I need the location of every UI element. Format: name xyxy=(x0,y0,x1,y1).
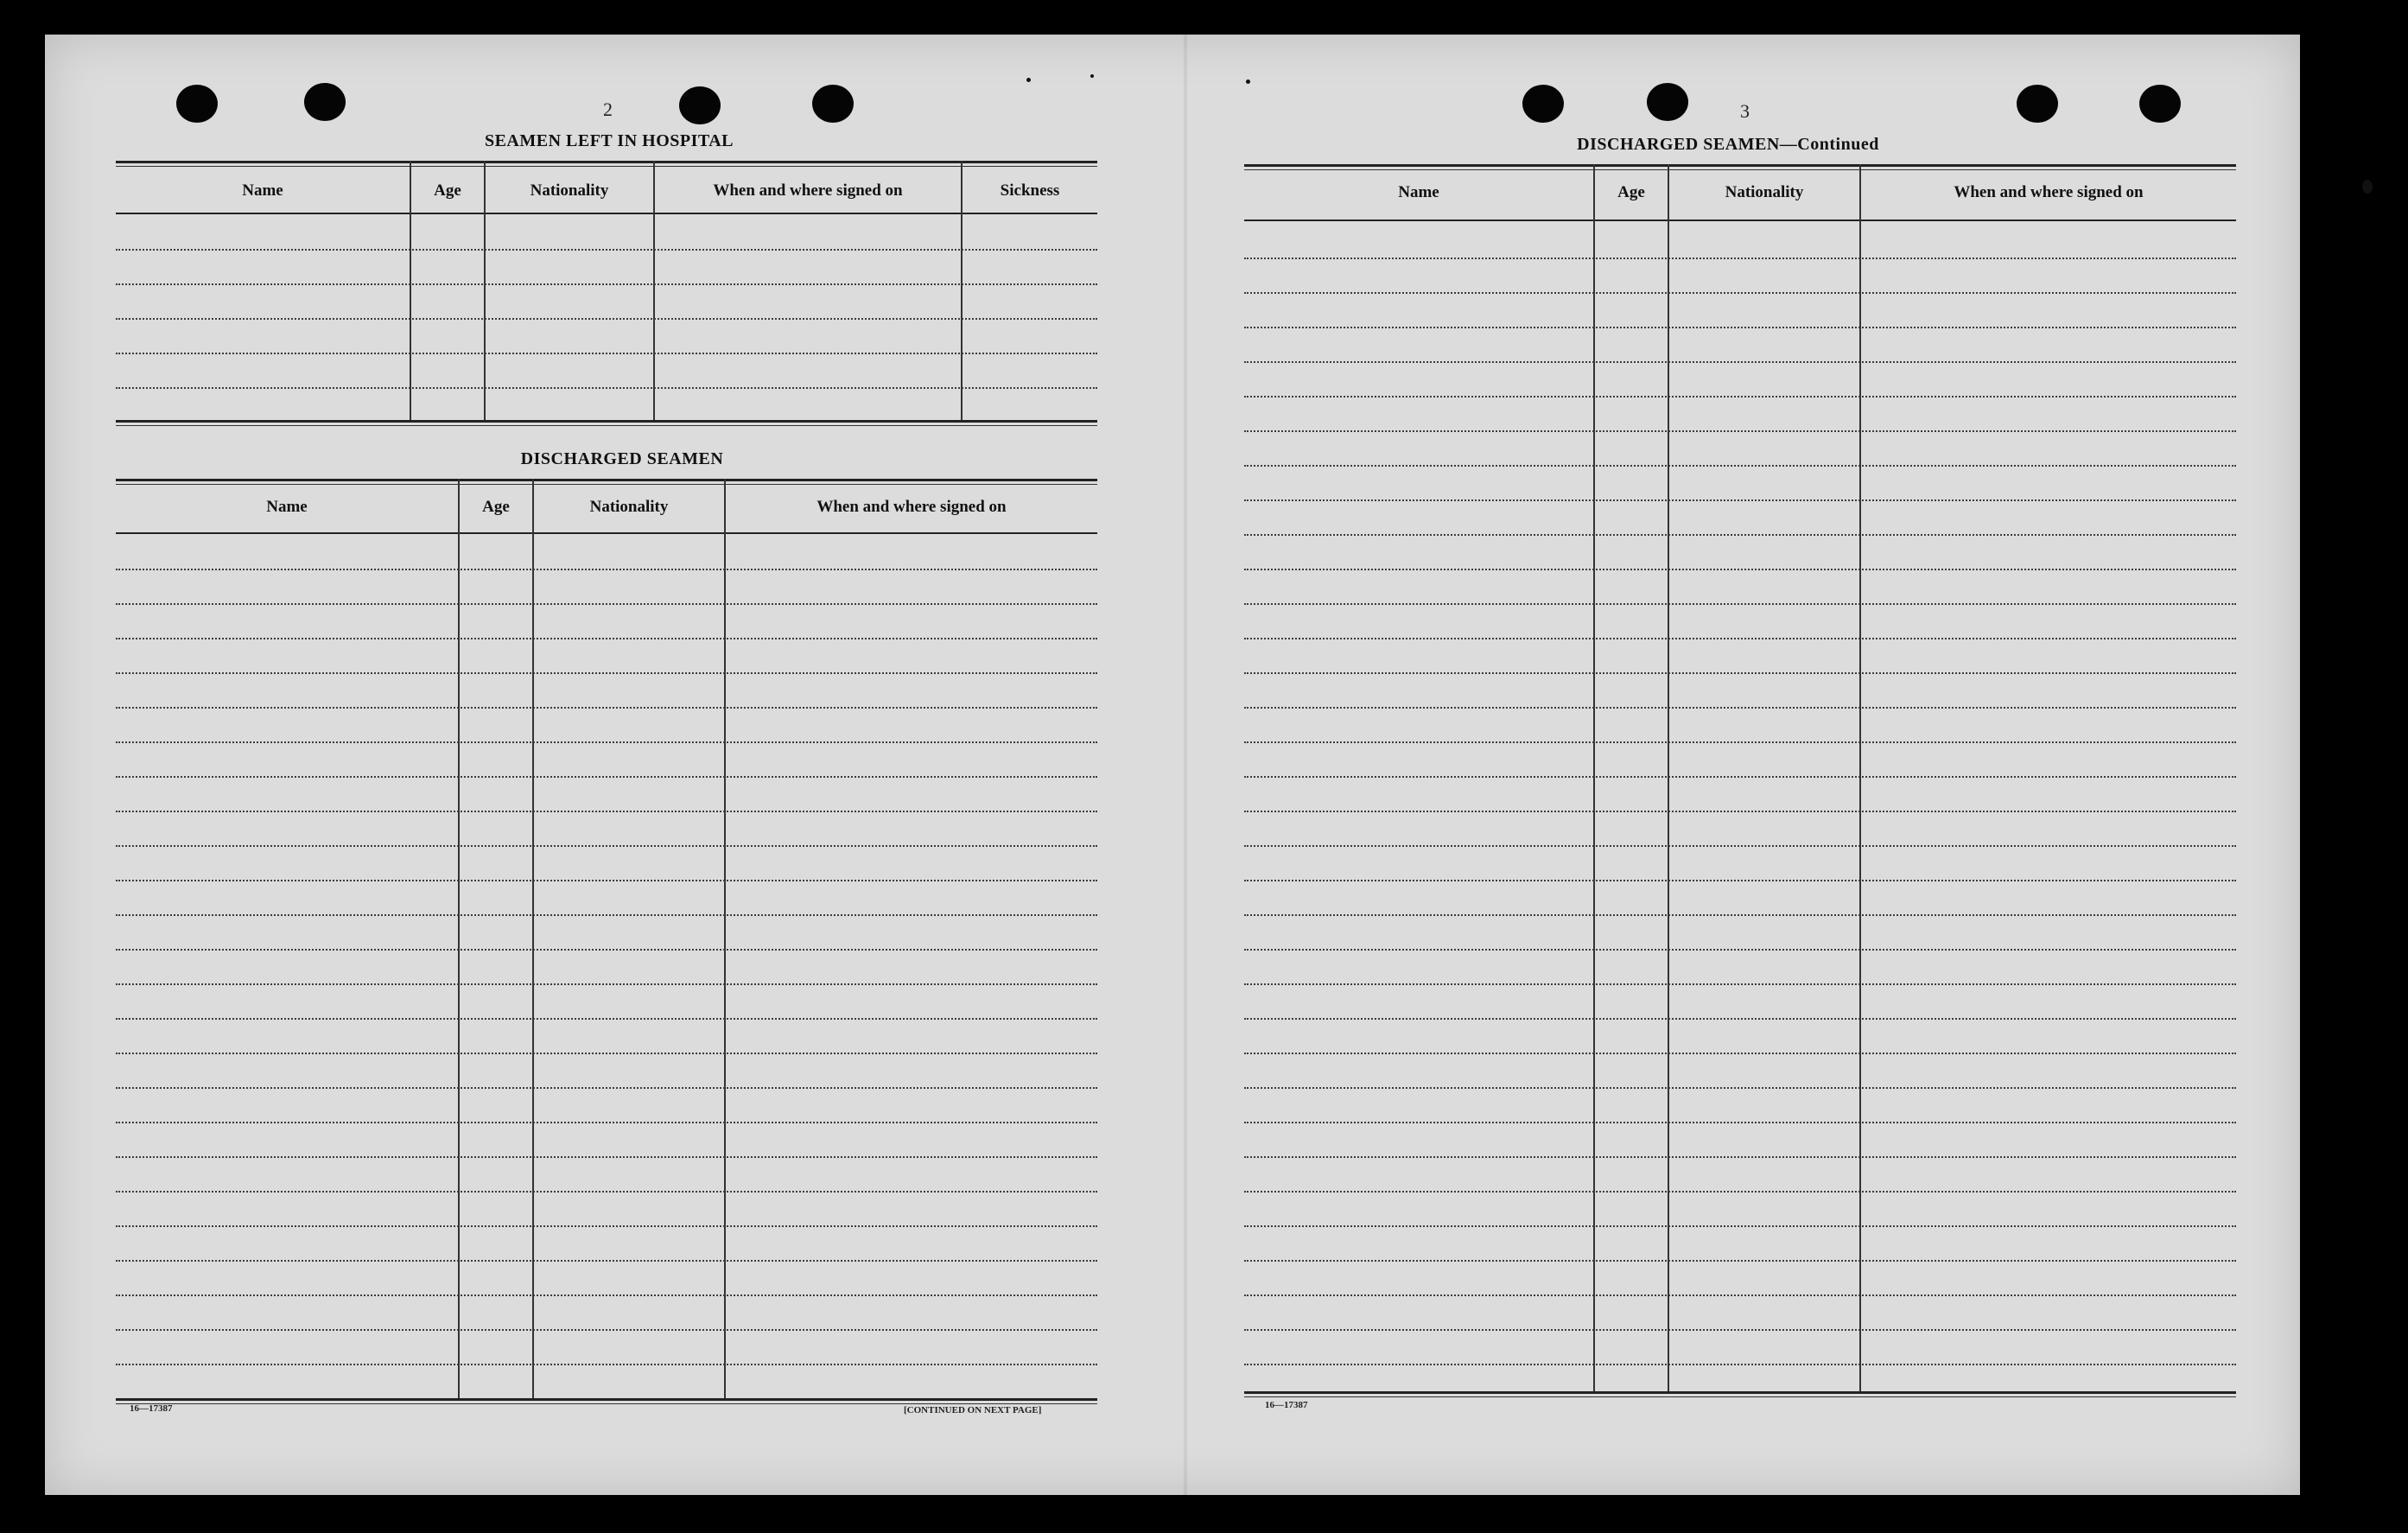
table-row-line xyxy=(1244,569,2236,570)
punch-hole xyxy=(679,86,721,124)
table-row-line xyxy=(1244,258,2236,259)
discharged-table xyxy=(116,479,1097,1405)
table-row-line xyxy=(1244,983,2236,985)
table-row-line xyxy=(1244,638,2236,639)
table-row-line xyxy=(116,1087,1097,1089)
table-row-line xyxy=(116,1260,1097,1262)
column-header-name: Name xyxy=(242,181,283,200)
table-row-line xyxy=(1244,914,2236,916)
page-number-right: 3 xyxy=(1740,100,1750,122)
table-row-line xyxy=(1244,949,2236,951)
column-header-nationality: Nationality xyxy=(530,181,609,200)
form-number-right: 16—17387 xyxy=(1265,1400,1308,1410)
continued-note: [CONTINUED ON NEXT PAGE] xyxy=(904,1405,1042,1415)
table-row-line xyxy=(116,569,1097,570)
table-row-line xyxy=(116,880,1097,881)
table-row-line xyxy=(1244,845,2236,847)
table-row-line xyxy=(1244,1122,2236,1123)
hospital-section-title: SEAMEN LEFT IN HOSPITAL xyxy=(484,131,734,150)
table-row-line xyxy=(1244,327,2236,328)
punch-hole xyxy=(176,85,218,123)
table-row-line xyxy=(1244,672,2236,674)
table-row-line xyxy=(116,1191,1097,1193)
page-number-left: 2 xyxy=(603,99,613,120)
discharged-section-title: DISCHARGED SEAMEN xyxy=(520,449,724,468)
table-row-line xyxy=(116,638,1097,639)
table-row-line xyxy=(116,1364,1097,1365)
table-row-line xyxy=(116,1156,1097,1158)
ink-speck xyxy=(1090,74,1094,78)
table-row-line xyxy=(1244,465,2236,467)
column-header-age: Age xyxy=(434,181,461,200)
discharged-continued-table xyxy=(1244,164,2236,1398)
table-row-line xyxy=(1244,361,2236,363)
table-row-line xyxy=(1244,1191,2236,1193)
table-row-line xyxy=(1244,1053,2236,1054)
table-row-line xyxy=(1244,1364,2236,1365)
table-row-line xyxy=(116,845,1097,847)
punch-hole xyxy=(2139,85,2181,123)
punch-hole xyxy=(1522,85,1564,123)
table-row-line xyxy=(116,707,1097,709)
column-header-sickness: Sickness xyxy=(1000,181,1060,200)
table-row-line xyxy=(1244,534,2236,536)
table-row-line xyxy=(116,776,1097,778)
punch-hole xyxy=(304,83,346,121)
punch-hole xyxy=(812,85,854,123)
ink-speck xyxy=(2362,180,2373,194)
table-row-line xyxy=(1244,741,2236,743)
table-row-line xyxy=(1244,1260,2236,1262)
table-row-line xyxy=(1244,499,2236,501)
ink-speck xyxy=(1246,80,1250,84)
table-row-line xyxy=(1244,396,2236,398)
table-row-line xyxy=(116,741,1097,743)
table-row-line xyxy=(116,1053,1097,1054)
column-header-signed-on: When and where signed on xyxy=(1954,183,2144,201)
hospital-table xyxy=(116,161,1097,429)
table-row-line xyxy=(116,1122,1097,1123)
column-header-age: Age xyxy=(482,498,510,516)
column-header-age: Age xyxy=(1617,183,1645,201)
column-header-signed-on: When and where signed on xyxy=(816,498,1007,516)
table-row-line xyxy=(116,983,1097,985)
table-row-line xyxy=(1244,776,2236,778)
table-row-line xyxy=(116,1018,1097,1020)
table-row-line xyxy=(116,672,1097,674)
column-header-nationality: Nationality xyxy=(1725,183,1804,201)
column-header-nationality: Nationality xyxy=(589,498,669,516)
table-row-line xyxy=(1244,707,2236,709)
table-row-line xyxy=(116,1225,1097,1227)
discharged-continued-title: DISCHARGED SEAMEN—Continued xyxy=(1577,135,1879,154)
table-row-line xyxy=(1244,430,2236,432)
table-row-line xyxy=(116,914,1097,916)
table-row-line xyxy=(116,1329,1097,1331)
table-row-line xyxy=(1244,1294,2236,1296)
table-row-line xyxy=(1244,1018,2236,1020)
table-row-line xyxy=(116,949,1097,951)
column-header-signed-on: When and where signed on xyxy=(713,181,903,200)
form-number-left: 16—17387 xyxy=(130,1403,173,1414)
table-row-line xyxy=(1244,1087,2236,1089)
table-row-line xyxy=(116,1294,1097,1296)
punch-hole xyxy=(1647,83,1688,121)
table-row-line xyxy=(1244,880,2236,881)
punch-hole xyxy=(2017,85,2058,123)
table-row-line xyxy=(1244,1225,2236,1227)
table-row-line xyxy=(116,603,1097,605)
table-row-line xyxy=(1244,292,2236,294)
table-row-line xyxy=(1244,603,2236,605)
table-row-line xyxy=(1244,1156,2236,1158)
column-header-name: Name xyxy=(266,498,308,516)
table-row-line xyxy=(1244,1329,2236,1331)
table-row-line xyxy=(116,811,1097,812)
ink-speck xyxy=(1026,78,1031,82)
table-row-line xyxy=(1244,811,2236,812)
center-fold xyxy=(1184,35,1187,1495)
column-header-name: Name xyxy=(1398,183,1439,201)
